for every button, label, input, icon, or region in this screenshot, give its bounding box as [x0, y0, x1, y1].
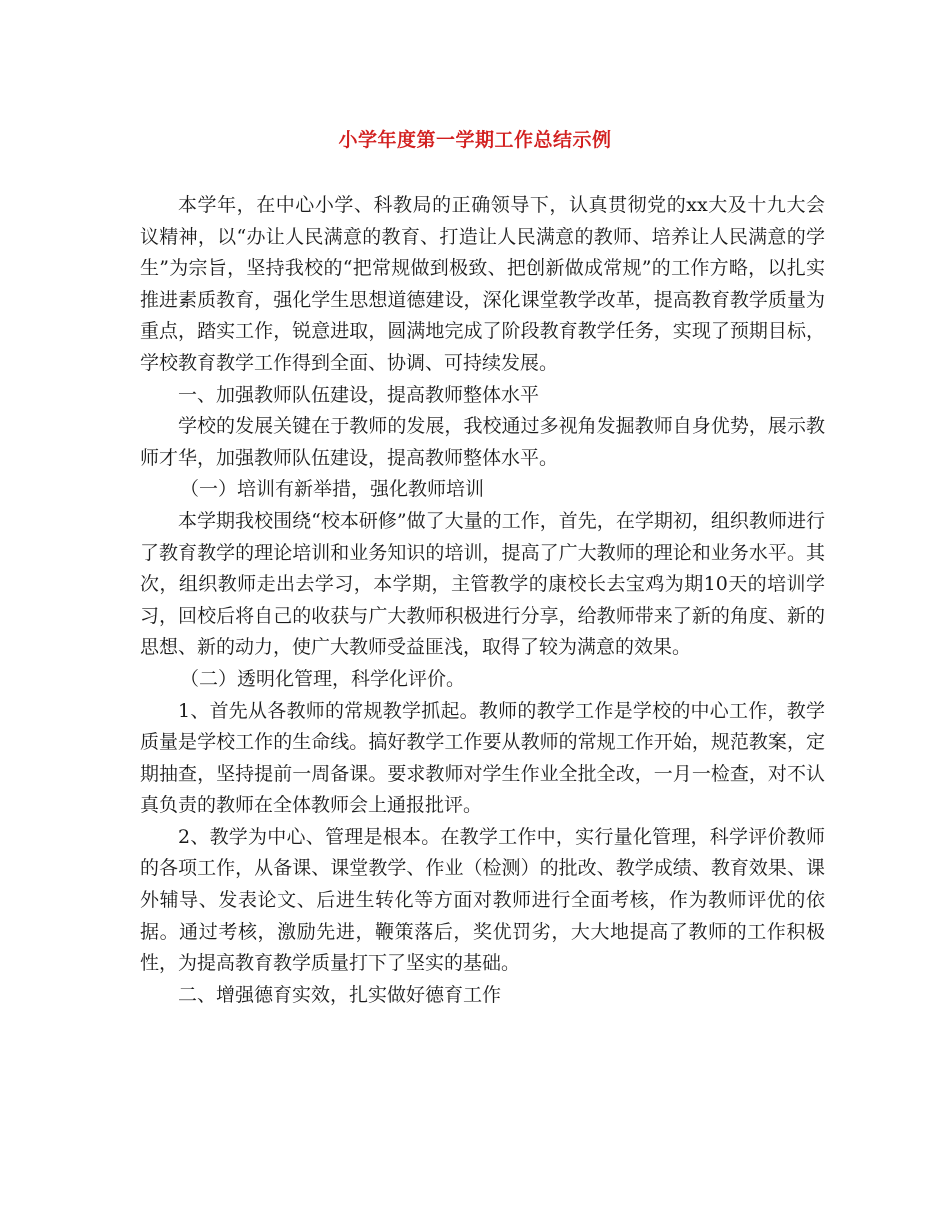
heading-section-2: 二、增强德育实效，扎实做好德育工作 — [178, 983, 502, 1006]
paragraph-section-1: 学校的发展关键在于教师的发展，我校通过多视角发掘教师自身优势，展示教师才华，加强教师队伍建设，提高教师整体水平。 — [140, 415, 825, 469]
paragraph-intro: 本学年，在中心小学、科教局的正确领导下，认真贯彻党的xx大及十九大会议精神，以“办让人民满意的教育、打造让人民满意的教师、培养让人民满意的学生”为宗旨，坚持我校的“把常规做到极致、把创新做成常规”的工作方略，以扎实推进素质教育，强化学生思想道德建设，深化课堂教学改革，提高教育教学质量为重点，踏实工作，锐意进取，圆满地完成了阶段教育教学任务，实现了预期目标，学校教育教学工作得到全面、协调、可持续发展。 — [140, 194, 825, 374]
document-body — [140, 190, 825, 1011]
heading-subsection-1: （一）培训有新举措，强化教师培训 — [180, 478, 485, 501]
paragraph-management: 2、教学为中心、管理是根本。在教学工作中，实行量化管理，科学评价教师的各项工作，从备课、课堂教学、作业（检测）的批改、教学成绩、教育效果、课外辅导、发表论文、后进生转化等方面对教师进行全面考核，作为教师评优的依据。通过考核，激励先进，鞭策落后，奖优罚劣，大大地提高了教师的工作积极性，为提高教育教学质量打下了坚实的基础。 — [140, 825, 825, 975]
paragraph-routine-teaching: 1、首先从各教师的常规教学抓起。教师的教学工作是学校的中心工作，教学质量是学校工作的生命线。搞好教学工作要从教师的常规工作开始，规范教案，定期抽查，坚持提前一周备课。要求教师对学生作业全批全改，一月一检查，对不认真负责的教师在全体教师会上通报批评。 — [140, 699, 825, 817]
heading-section-1: 一、加强教师队伍建设，提高教师整体水平 — [178, 383, 540, 406]
paragraph-training: 本学期我校围绕“校本研修”做了大量的工作，首先，在学期初，组织教师进行了教育教学的理论培训和业务知识的培训，提高了广大教师的理论和业务水平。其次，组织教师走出去学习，本学期，主管教学的康校长去宝鸡为期10天的培训学习，回校后将自己的收获与广大教师积极进行分享，给教师带来了新的角度、新的思想、新的动力，使广大教师受益匪浅，取得了较为满意的效果。 — [140, 509, 825, 659]
heading-subsection-2: （二）透明化管理，科学化评价。 — [180, 667, 466, 690]
document-title: 小学年度第一学期工作总结示例 — [338, 129, 612, 151]
